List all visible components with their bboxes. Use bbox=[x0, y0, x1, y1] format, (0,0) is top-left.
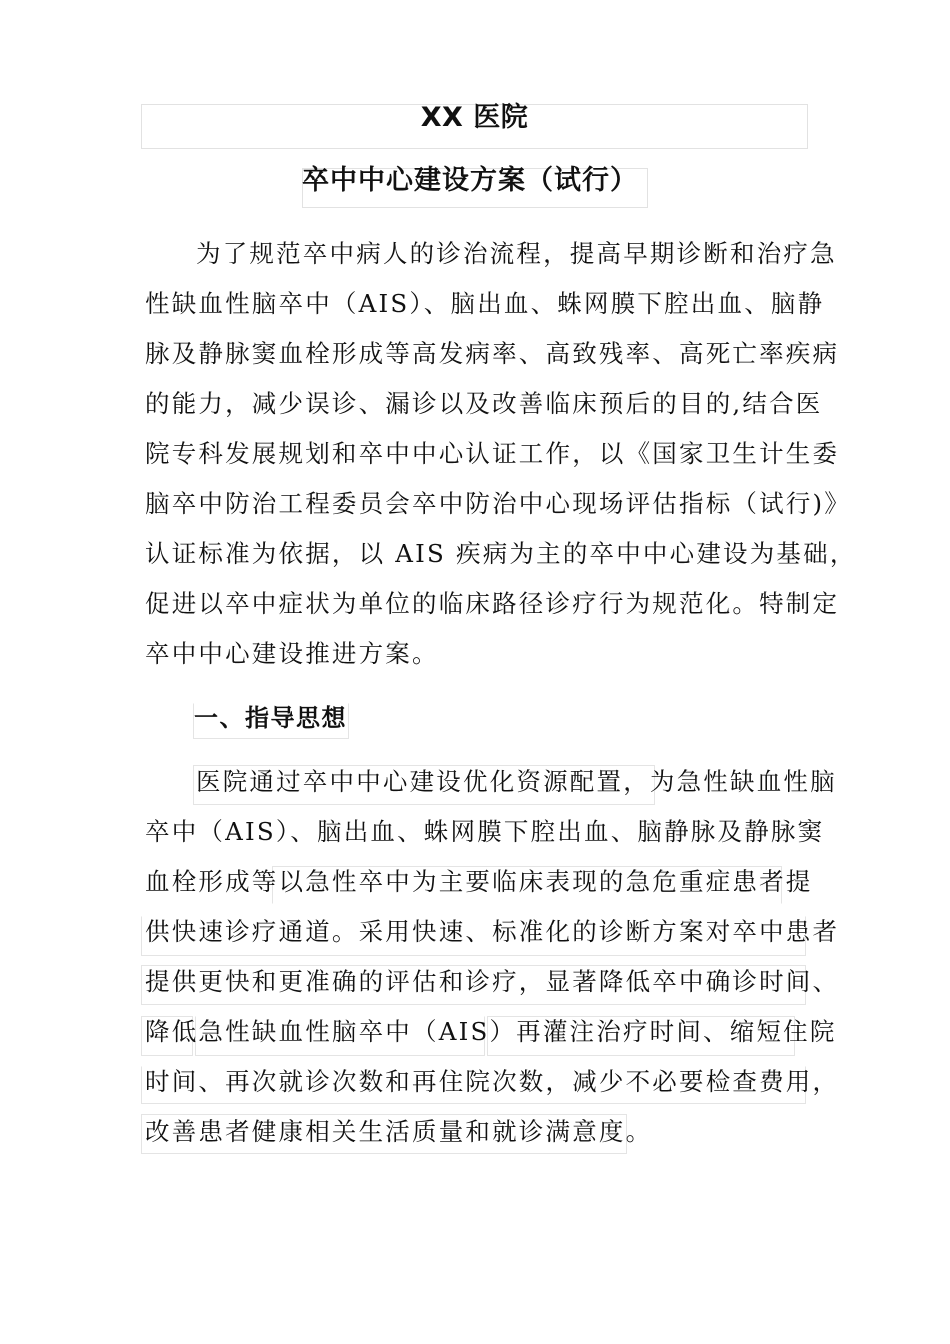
paragraph-line: 的能力，减少误诊、漏诊以及改善临床预后的目的,结合医 bbox=[145, 389, 823, 418]
plan-title: 卒中中心建设方案（试行） bbox=[302, 165, 638, 196]
paragraph-line: 卒中（AIS）、脑出血、蛛网膜下腔出血、脑静脉及静脉窦 bbox=[145, 817, 825, 846]
hospital-title-frame bbox=[141, 104, 808, 149]
paragraph-line: 脉及静脉窦血栓形成等高发病率、高致残率、高死亡率疾病 bbox=[145, 339, 840, 368]
paragraph-line: 改善患者健康相关生活质量和就诊满意度。 bbox=[145, 1117, 653, 1146]
intro-paragraph bbox=[145, 229, 857, 679]
paragraph-line: 卒中中心建设推进方案。 bbox=[145, 639, 439, 668]
paragraph-line: 供快速诊疗通道。采用快速、标准化的诊断方案对卒中患者 bbox=[145, 917, 840, 946]
paragraph-line: 时间、再次就诊次数和再住院次数，减少不必要检查费用， bbox=[145, 1067, 840, 1096]
paragraph-line: 提供更快和更准确的评估和诊疗，显著降低卒中确诊时间、 bbox=[145, 967, 840, 996]
paragraph-line: 为了规范卒中病人的诊治流程，提高早期诊断和治疗急 bbox=[196, 239, 837, 268]
section-heading: 一、指导思想 bbox=[194, 704, 347, 732]
paragraph-line: 认证标准为依据，以 AIS 疾病为主的卒中中心建设为基础， bbox=[145, 539, 857, 568]
section1-paragraph bbox=[145, 757, 840, 1157]
paragraph-line: 促进以卒中症状为单位的临床路径诊疗行为规范化。特制定 bbox=[145, 589, 840, 618]
paragraph-line: 性缺血性脑卒中（AIS）、脑出血、蛛网膜下腔出血、脑静 bbox=[145, 289, 825, 318]
paragraph-line: 降低急性缺血性脑卒中（AIS）再灌注治疗时间、缩短住院 bbox=[145, 1017, 837, 1046]
paragraph-line: 医院通过卒中中心建设优化资源配置，为急性缺血性脑 bbox=[196, 767, 837, 796]
paragraph-line: 脑卒中防治工程委员会卒中防治中心现场评估指标（试行)》 bbox=[145, 489, 851, 518]
hospital-title: XX 医院 bbox=[420, 102, 529, 133]
paragraph-line: 血栓形成等以急性卒中为主要临床表现的急危重症患者提 bbox=[145, 867, 813, 896]
paragraph-line: 院专科发展规划和卒中中心认证工作，以《国家卫生计生委 bbox=[145, 439, 840, 468]
